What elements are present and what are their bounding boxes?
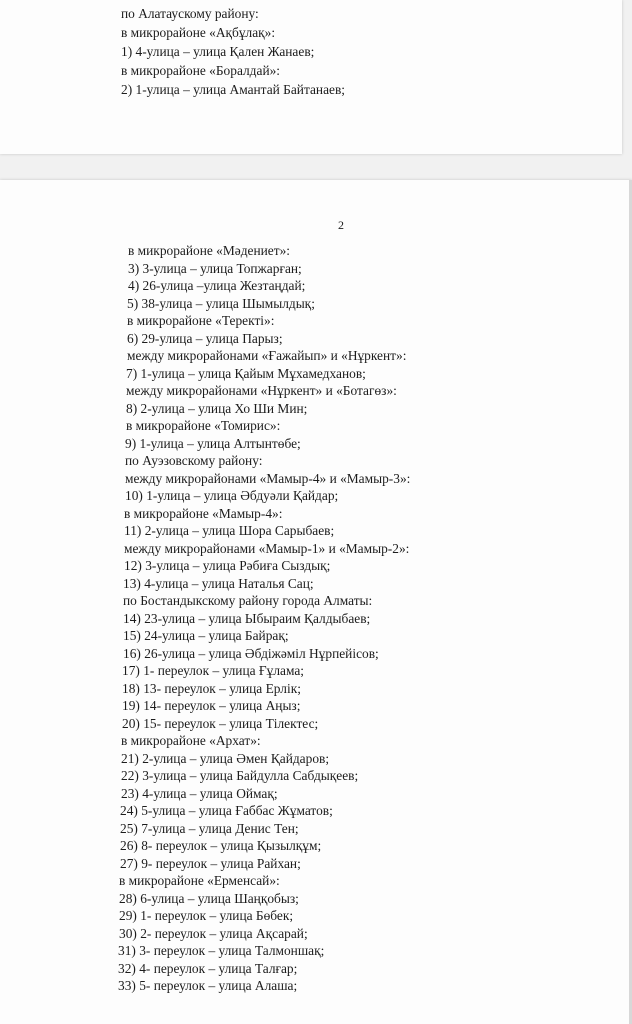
text-line: в микрорайоне «Боралдай»: [121,63,281,78]
text-line: по Бостандыкскому району города Алматы: [123,593,373,608]
text-line: 20) 15- переулок – улица Тілектес; [122,715,319,731]
text-line: 17) 1- переулок – улица Ғұлама; [122,663,305,678]
text-line: в микрорайоне «Мамыр-4»: [124,505,283,521]
text-line: 32) 4- переулок – улица Талғар; [118,960,298,976]
text-line: 19) 14- переулок – улица Аңыз; [122,698,301,713]
text-line: в микрорайоне «Ақбұлақ»: [121,25,276,40]
text-line: 30) 2- переулок – улица Ақсарай; [119,925,308,941]
text-line: между микрорайонами «Ғажайып» и «Нұркент»: [127,348,407,363]
text-line: 12) 3-улица – улица Рәбиға Сыздық; [124,558,331,573]
text-line: 4) 26-улица –улица Жезтаңдай; [128,278,306,293]
text-line: 13) 4-улица – улица Наталья Сац; [123,575,314,591]
text-line: в микрорайоне «Архат»: [121,733,261,748]
text-line: по Ауэзовскому району: [125,453,263,468]
text-line: 3) 3-улица – улица Топжарған; [128,260,302,276]
text-line: 27) 9- переулок – улица Райхан; [120,855,301,871]
text-line: в микрорайоне «Теректі»: [127,313,275,328]
text-line: в микрорайоне «Ерменсай»: [119,873,280,888]
text-line: 6) 29-улица – улица Парыз; [127,330,283,346]
text-line: 8) 2-улица – улица Хо Ши Мин; [126,400,308,416]
page-top-fragment [0,0,622,154]
page-number: 2 [338,218,344,232]
text-line: 10) 1-улица – улица Әбдуәли Қайдар; [125,488,339,503]
text-line: 29) 1- переулок – улица Бөбек; [119,908,294,923]
text-line: в микрорайоне «Томирис»: [126,418,281,433]
text-line: 7) 1-улица – улица Қайым Мұхамедханов; [126,365,366,381]
text-line: 1) 4-улица – улица Қален Жанаев; [121,44,315,59]
text-line: в микрорайоне «Мәдениет»: [128,243,291,258]
text-line: 23) 4-улица – улица Оймақ; [121,785,278,801]
text-line: 9) 1-улица – улица Алтынтөбе; [125,435,301,451]
text-line: между микрорайонами «Мамыр-1» и «Мамыр-2»: [124,540,410,556]
text-line: 22) 3-улица – улица Байдулла Сабдықеев; [121,768,359,783]
text-line: 5) 38-улица – улица Шымылдық; [127,295,315,311]
text-line: между микрорайонами «Нұркент» и «Ботагөз»: [126,383,397,398]
text-line: между микрорайонами «Мамыр-4» и «Мамыр-3»: [125,470,411,486]
text-line: 25) 7-улица – улица Денис Тен; [120,820,299,836]
text-line: 21) 2-улица – улица Әмен Қайдаров; [121,750,330,766]
text-line: по Алатаускому району: [121,6,259,21]
text-line: 26) 8- переулок – улица Қызылқұм; [120,838,322,853]
text-line: 11) 2-улица – улица Шора Сарыбаев; [124,523,335,538]
text-line: 33) 5- переулок – улица Алаша; [118,978,298,993]
text-line: 14) 23-улица – улица Ыбыраим Қалдыбаев; [123,610,371,626]
text-line: 15) 24-улица – улица Байрақ; [123,628,289,643]
text-line: 2) 1-улица – улица Амантай Байтанаев; [121,82,346,97]
text-line: 16) 26-улица – улица Әбдіжәміл Нұрпейісов; [123,645,379,661]
text-line: 24) 5-улица – улица Ғаббас Жұматов; [120,803,333,818]
text-line: 31) 3- переулок – улица Талмоншақ; [118,943,325,958]
text-line: 18) 13- переулок – улица Ерлік; [122,680,301,696]
text-line: 28) 6-улица – улица Шаңқобыз; [119,890,299,906]
